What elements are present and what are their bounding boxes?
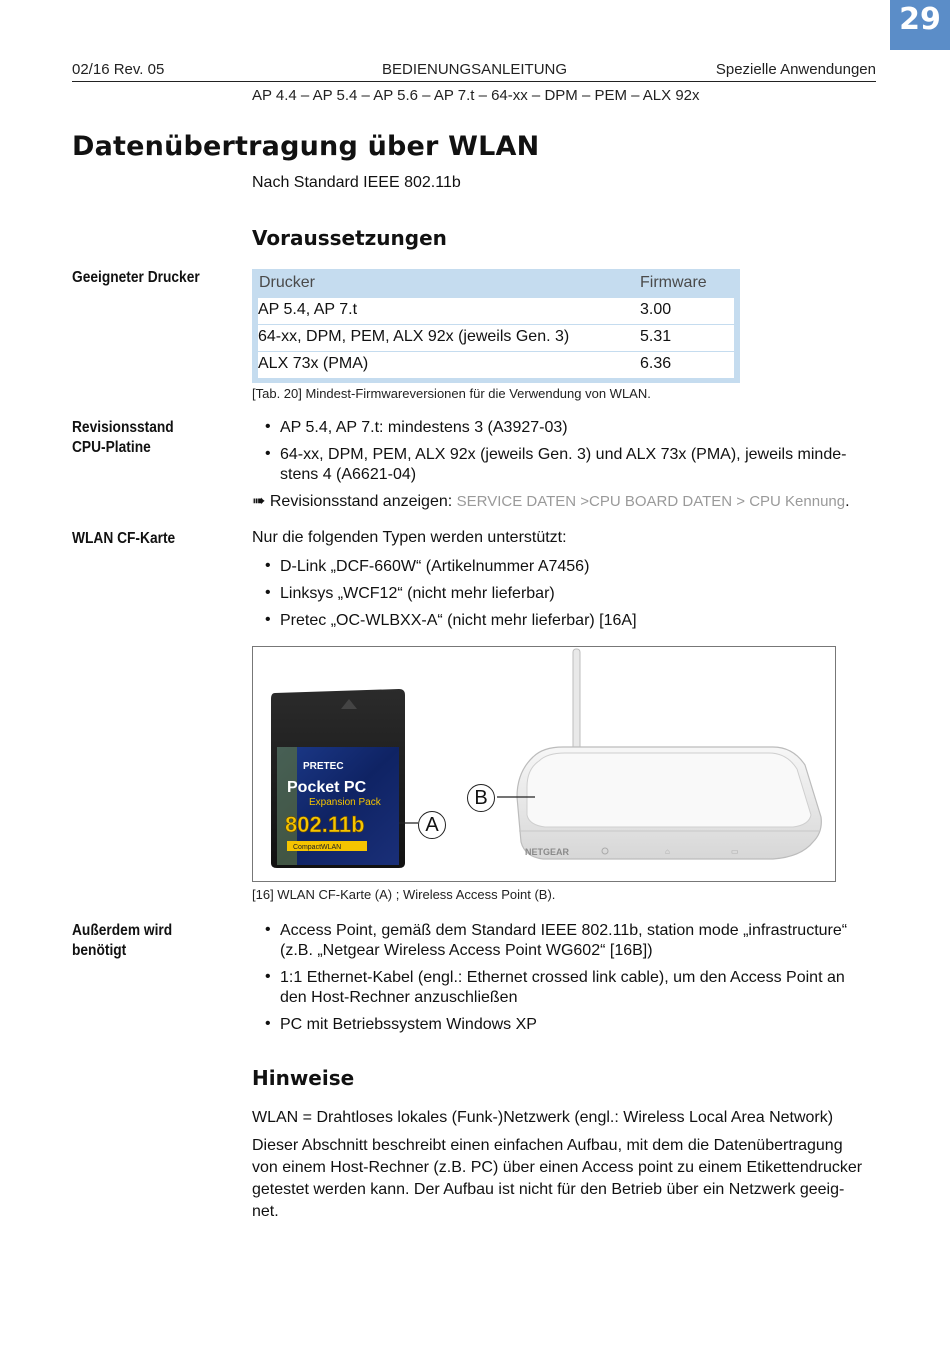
notes-paragraph-2 [252, 1135, 877, 1223]
header-divider [72, 81, 876, 82]
list-item-text [280, 968, 875, 1008]
page-subtitle: Nach Standard IEEE 802.11b [252, 174, 461, 191]
bullet: • [265, 968, 271, 985]
revision-hint-end: . [845, 493, 850, 510]
list-item-text: AP 5.4, AP 7.t: mindestens 3 (A3927-03) [280, 419, 568, 436]
side-label-revision-line1: Revisionsstand [72, 419, 174, 436]
figure-caption: [16] WLAN CF-Karte (A) ; Wireless Access Point (B). [252, 887, 556, 902]
list-item-text-line: (z.B. „Netgear Wireless Access Point WG602“ [16B]) [280, 942, 653, 959]
cf-card-list [265, 557, 875, 637]
bullet: • [265, 1015, 271, 1032]
paragraph-line: net. [252, 1203, 279, 1220]
paragraph-line: getestet werden kann. Der Aufbau ist nicht für den Betrieb über ein Netzwerk geeig- [252, 1181, 845, 1198]
table-cell-printer: ALX 73x (PMA) [258, 355, 369, 372]
table-row [258, 298, 734, 324]
section-heading-notes: Hinweise [252, 1066, 355, 1090]
bullet: • [265, 921, 271, 938]
table-cell-firmware: 3.00 [640, 301, 672, 318]
list-item-text: PC mit Betriebssystem Windows XP [280, 1016, 537, 1033]
header-revision: 02/16 Rev. 05 [72, 61, 165, 78]
table-cell-firmware: 6.36 [640, 355, 672, 372]
table-cell-printer: 64-xx, DPM, PEM, ALX 92x (jeweils Gen. 3) [258, 328, 570, 345]
callout-a: A [418, 811, 446, 839]
card-brand: PRETEC [303, 761, 344, 772]
list-item-text-line: Access Point, gemäß dem Standard IEEE 802.11b, station mode „infrastructure“ [280, 922, 848, 939]
side-label-cf-card: WLAN CF-Karte [72, 530, 176, 547]
figure-illustration [253, 647, 835, 881]
list-item-text-line: 64-xx, DPM, PEM, ALX 92x (jeweils Gen. 3) und ALX 73x (PMA), jeweils minde- [280, 446, 847, 463]
side-label-also-needed [72, 921, 172, 961]
list-item-text-line: den Host-Rechner anzuschließen [280, 989, 518, 1006]
card-line2: Expansion Pack [309, 797, 381, 808]
bullet: • [265, 557, 271, 574]
svg-text:⌂: ⌂ [665, 847, 670, 856]
page-number-badge: 29 [890, 0, 950, 50]
list-item-text [280, 921, 875, 961]
table-caption: [Tab. 20] Mindest-Firmwareversionen für die Verwendung von WLAN. [252, 386, 651, 401]
card-line1: Pocket PC [287, 779, 367, 796]
router-brand: NETGEAR [525, 847, 570, 857]
section-heading-requirements: Voraussetzungen [252, 226, 447, 250]
firmware-table [252, 269, 740, 383]
table-cell-firmware: 5.31 [640, 328, 672, 345]
table-header-printer: Drucker [259, 274, 316, 291]
paragraph-line: Dieser Abschnitt beschreibt einen einfachen Aufbau, mit dem die Datenübertragung [252, 1137, 843, 1154]
side-label-revision [72, 418, 174, 458]
notes-paragraph-1: WLAN = Drahtloses lokales (Funk-)Netzwerk (engl.: Wireless Local Area Network) [252, 1109, 834, 1126]
menu-path: SERVICE DATEN >CPU BOARD DATEN > CPU Kennung [456, 493, 846, 510]
header-chapter: Spezielle Anwendungen [715, 61, 876, 78]
bullet: • [265, 584, 271, 601]
side-label-printer: Geeigneter Drucker [72, 269, 200, 286]
header-models: AP 4.4 – AP 5.4 – AP 5.6 – AP 7.t – 64-xx – DPM – PEM – ALX 92x [252, 87, 700, 104]
side-label-revision-line2: CPU-Platine [72, 439, 151, 456]
list-item-text: Pretec „OC-WLBXX-A“ (nicht mehr lieferbar) [16A] [280, 612, 637, 629]
arrow-right-icon: ➠ [252, 493, 266, 510]
callout-b: B [467, 784, 495, 812]
revision-hint [252, 491, 850, 511]
table-row [258, 352, 734, 378]
table-row [258, 325, 734, 351]
list-item-text-line: 1:1 Ethernet-Kabel (engl.: Ethernet crossed link cable), um den Access Point an [280, 969, 845, 986]
list-item-text [280, 445, 875, 485]
card-line3: 802.11b [285, 812, 365, 837]
list-item-text-line: stens 4 (A6621-04) [280, 466, 417, 483]
revision-hint-label: Revisionsstand anzeigen: [269, 493, 457, 510]
svg-text:▭: ▭ [731, 847, 739, 856]
page-title: Datenübertragung über WLAN [72, 131, 540, 162]
bullet: • [265, 445, 271, 462]
paragraph-line: von einem Host-Rechner (z.B. PC) über einen Access point zu einem Etikettendrucker [252, 1159, 863, 1176]
side-label-also-needed-line2: benötigt [72, 942, 127, 959]
cf-intro: Nur die folgenden Typen werden unterstützt: [252, 529, 567, 546]
card-line4: CompactWLAN [293, 844, 342, 851]
table-cell-printer: AP 5.4, AP 7.t [258, 301, 358, 318]
header-manual-type: BEDIENUNGSANLEITUNG [382, 61, 568, 78]
revision-list [265, 418, 875, 488]
bullet: • [265, 611, 271, 628]
bullet: • [265, 418, 271, 435]
list-item-text: D-Link „DCF-660W“ (Artikelnummer A7456) [280, 558, 590, 575]
also-needed-list [265, 921, 875, 1036]
figure-cf-card-and-access-point [252, 646, 836, 882]
side-label-also-needed-line1: Außerdem wird [72, 922, 173, 939]
table-header-firmware: Firmware [640, 274, 707, 291]
list-item-text: Linksys „WCF12“ (nicht mehr lieferbar) [280, 585, 555, 602]
